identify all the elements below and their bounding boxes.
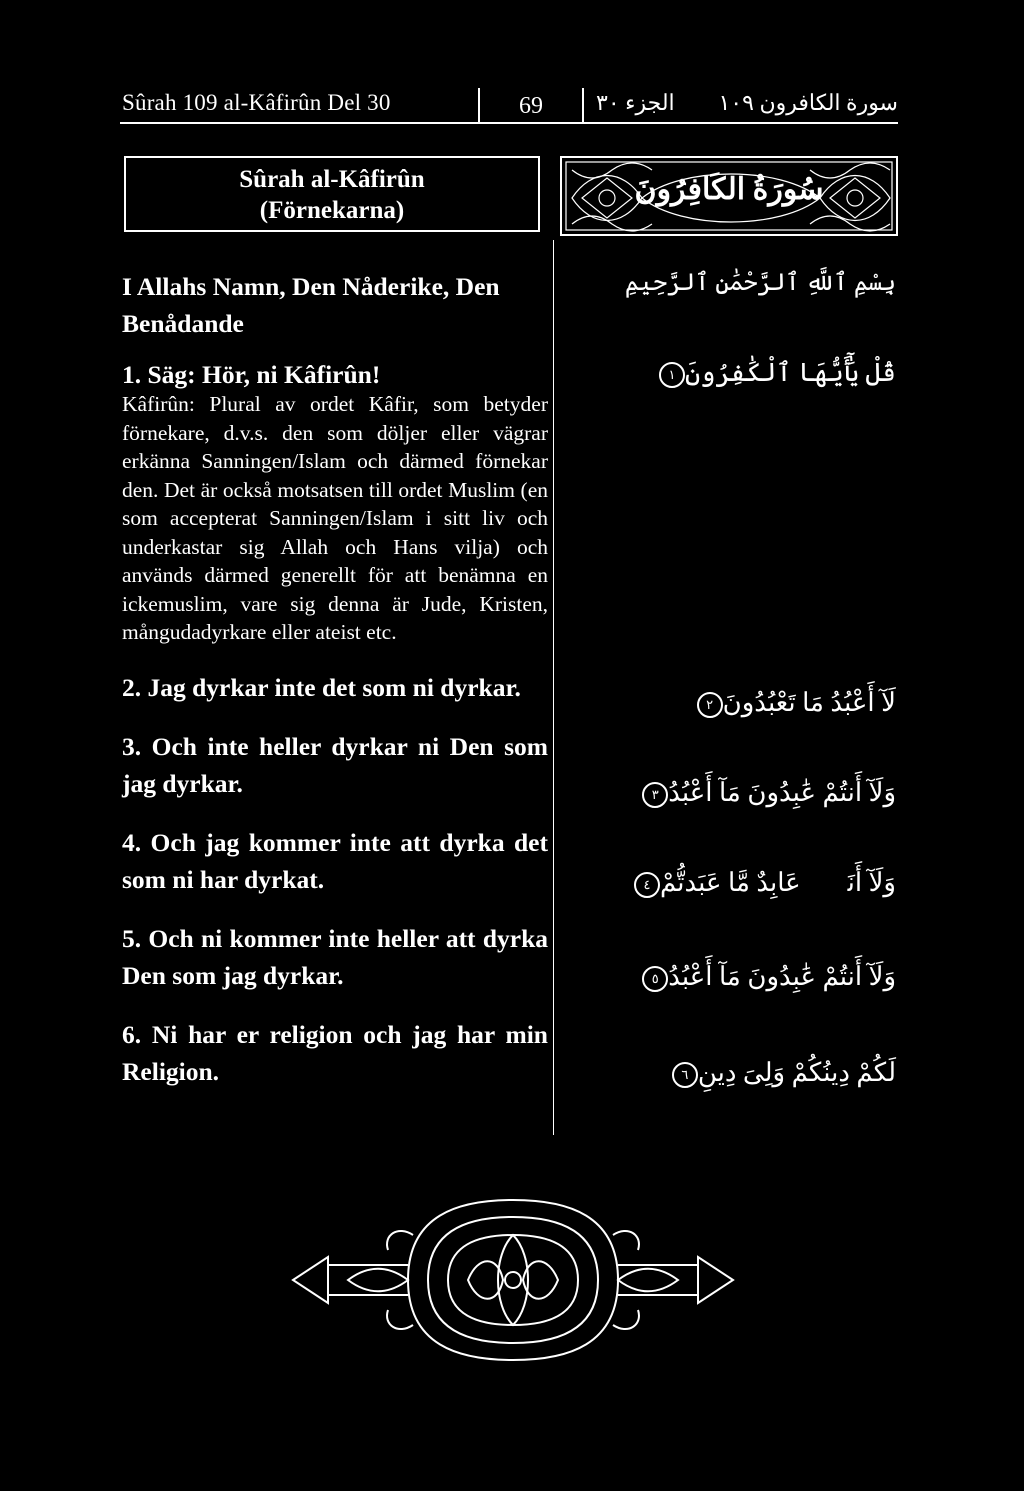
arabic-verse-5-text: وَلَآ أَنتُمْ عَٰبِدُونَ مَآ أَعْبُدُ [668, 962, 896, 991]
surah-title: Sûrah al-Kâfirûn [239, 166, 425, 193]
page-number: 69 [478, 88, 584, 122]
verse-marker-3: ٣ [642, 782, 668, 808]
verse-marker-6: ٦ [672, 1062, 698, 1088]
basmala-translation: I Allahs Namn, Den Nåderike, Den Benådande [122, 272, 500, 338]
arabic-verse-2-text: لَآ أَعْبُدُ مَا تَعْبُدُونَ [722, 688, 896, 717]
arabic-verse-6 [662, 1058, 896, 1088]
arabic-verse-6-text: لَكُمْ دِينُكُمْ وَلِىَ دِينِ [697, 1058, 896, 1087]
arabic-verse-4 [624, 868, 896, 898]
arabic-verse-4-text: وَلَآ أَنَا۠ عَابِدٌ مَّا عَبَدتُّمْ [659, 868, 896, 897]
verse-marker-4: ٤ [634, 872, 660, 898]
surah-subtitle: (Förnekarna) [259, 197, 405, 224]
verse-5-translation: 5. Och ni kommer inte heller att dyrka Den som jag dyrkar. [122, 923, 548, 990]
arabic-verse-1-text: قُلْ يَٰٓأَيُّهَا ٱلْكَٰفِرُونَ [684, 358, 896, 387]
header-surah-label: Sûrah 109 al-Kâfirûn Del 30 [122, 90, 391, 115]
verse-6-translation: 6. Ni har er religion och jag har min Religion. [122, 1019, 548, 1086]
running-header [120, 88, 898, 124]
verse-marker-2: ٢ [697, 692, 723, 718]
translation-column [122, 268, 548, 1090]
verse-3-translation: 3. Och inte heller dyrkar ni Den som jag dyrkar. [122, 731, 548, 798]
arabic-verse-3 [632, 778, 896, 808]
verse-1-translation: 1. Säg: Hör, ni Kâfirûn! [122, 360, 381, 389]
header-juz-arabic: الجزء ٣٠ [596, 90, 675, 115]
surah-end-ornament-icon [288, 1195, 738, 1365]
arabic-title-banner [560, 156, 898, 236]
arabic-basmala: بِسْمِ ٱللَّهِ ٱلرَّحْمَٰنِ ٱلرَّحِيمِ [624, 270, 896, 296]
header-rule [120, 122, 898, 124]
verse-4-translation: 4. Och jag kommer inte att dyrka det som ni har dyrkat. [122, 827, 548, 894]
arabic-verse-2 [687, 688, 896, 718]
arabic-verse-5 [632, 962, 896, 992]
arabic-verse-1 [649, 358, 896, 388]
arabic-verse-3-text: وَلَآ أَنتُمْ عَٰبِدُونَ مَآ أَعْبُدُ [668, 778, 896, 807]
verse-2-translation: 2. Jag dyrkar inte det som ni dyrkar. [122, 672, 521, 702]
surah-title-box [124, 156, 540, 232]
verse-marker-1: ١ [659, 362, 685, 388]
column-divider [553, 240, 554, 1135]
verse-1-footnote: Kâfirûn: Plural av ordet Kâfir, som betyder förnekare, d.v.s. den som döljer eller vägrar erkänna Sanningen/Islam och därmed förnekar den. Det är också motsatsen till ordet Muslim (en som accepterat Sanningen/Islam i sitt liv och underkastar sig Allah och Hans vilja) och används därmed generellt för att benämna en ickemuslim, vare sig denna är Jude, Kristen, mångudadyrkare eller ateist etc. [122, 392, 548, 644]
arabic-surah-title: سُورَةُ الكَافِرُونَ [634, 173, 824, 206]
verse-marker-5: ٥ [642, 966, 668, 992]
header-surah-arabic: سورة الكافرون ١٠٩ [718, 90, 898, 115]
